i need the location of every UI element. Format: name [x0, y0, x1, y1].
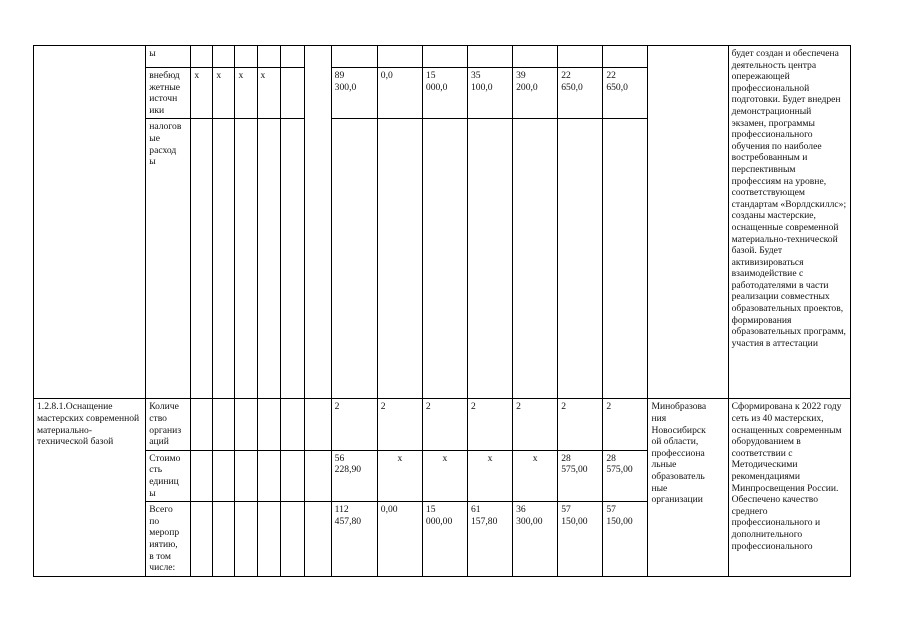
value-cell: x — [377, 450, 422, 501]
value-cell: 61 157,80 — [468, 502, 513, 577]
value-cell: 39 200,0 — [513, 68, 558, 119]
value-cell: 0,0 — [377, 68, 422, 119]
funding-source-label: налогов ые расход ы — [146, 119, 191, 399]
funding-source-label: внебюд жетные источн ики — [146, 68, 191, 119]
value-cell: 2 — [377, 399, 422, 450]
expected-result-cell: будет создан и обеспечена деятельность центра опережающей профессиональной подготовки. Будет внедрен демонстрационный экзамен, программы профессионального обучения по наиболее востребованным и перспективным профессиям на уровне, соответствующем стандартам «Ворлдскиллс»; созданы мастерские, оснащенные современной материально-технической базой. Будет активизироваться взаимодействие с работодателями в части реализации совместных образовательных проектов, формирования образовательных программ, участия в аттестации — [728, 46, 850, 399]
value-cell: 22 650,0 — [603, 68, 648, 119]
funding-source-label: ы — [146, 46, 191, 68]
indicator-label: Всего по меропр иятию, в том числе: — [146, 502, 191, 577]
value-cell: 56 228,90 — [331, 450, 377, 501]
value-cell: 57 150,00 — [558, 502, 603, 577]
value-cell: 89 300,0 — [331, 68, 377, 119]
value-cell: 28 575,00 — [558, 450, 603, 501]
value-cell: 0,00 — [377, 502, 422, 577]
marker-cell: x — [213, 68, 235, 119]
marker-cell: x — [191, 68, 213, 119]
value-cell: 2 — [468, 399, 513, 450]
indicator-label: Количе ство организ аций — [146, 399, 191, 450]
value-cell: 2 — [558, 399, 603, 450]
value-cell: 2 — [331, 399, 377, 450]
value-cell: x — [513, 450, 558, 501]
budget-table — [33, 45, 851, 577]
value-cell: 15 000,0 — [422, 68, 467, 119]
value-cell: 22 650,0 — [558, 68, 603, 119]
value-cell: 57 150,00 — [603, 502, 648, 577]
value-cell: 28 575,00 — [603, 450, 648, 501]
value-cell: 2 — [513, 399, 558, 450]
expected-result-cell: Сформирована к 2022 году сеть из 40 мастерских, оснащенных современным оборудованием в соответствии с Методическими рекомендациями Минпросвещения России. Обеспечено качество среднего профессионального и дополнительного профессионального — [728, 399, 850, 576]
indicator-label: Стоимо сть единиц ы — [146, 450, 191, 501]
table-row — [34, 399, 851, 450]
executors-cell — [648, 46, 728, 399]
marker-cell: x — [257, 68, 280, 119]
value-cell: x — [422, 450, 467, 501]
executors-cell: Минобразова ния Новосибирск ой области, профессиона льные образователь ные организации — [648, 399, 728, 576]
value-cell: 2 — [422, 399, 467, 450]
budget-table-page — [33, 45, 851, 577]
measure-name-cell — [34, 46, 146, 399]
value-cell: 35 100,0 — [468, 68, 513, 119]
measure-name-cell: 1.2.8.1.Оснащение мастерских современной материально-технической базой — [34, 399, 146, 576]
value-cell: 36 300,00 — [513, 502, 558, 577]
table-row — [34, 46, 851, 68]
marker-cell: x — [235, 68, 257, 119]
value-cell: x — [468, 450, 513, 501]
value-cell: 15 000,00 — [422, 502, 467, 577]
value-cell: 112 457,80 — [331, 502, 377, 577]
value-cell: 2 — [603, 399, 648, 450]
